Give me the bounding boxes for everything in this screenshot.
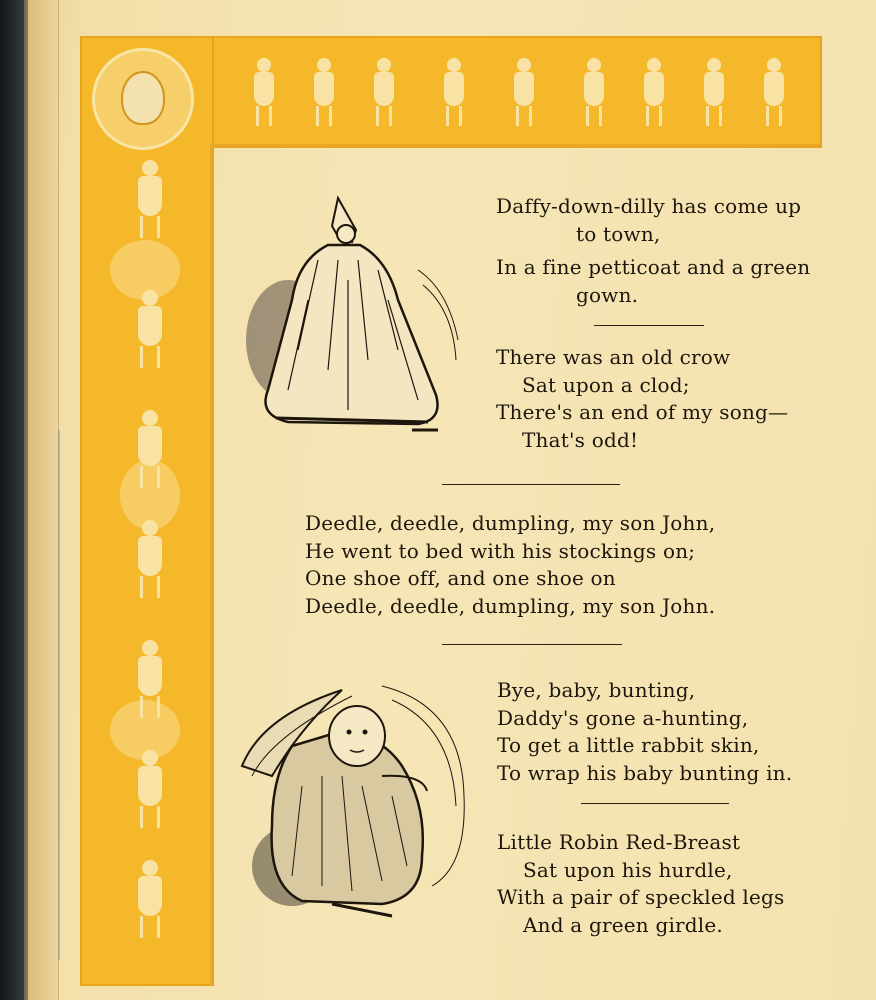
poem-line: In a fine petticoat and a green: [496, 255, 811, 279]
margin-stain: [58, 430, 60, 960]
poem-line: He went to bed with his stockings on;: [305, 538, 696, 563]
poem-line: Deedle, deedle, dumpling, my son John.: [305, 593, 716, 618]
page-edge: [28, 0, 59, 1000]
poem-line: There's an end of my song—: [496, 400, 789, 424]
poem-line: To wrap his baby bunting in.: [497, 760, 793, 785]
poem-line: Bye, baby, bunting,: [497, 678, 696, 702]
rabbit-baby-illustration: [232, 676, 472, 924]
child-figure-icon: [130, 750, 170, 830]
poem-line: to town,: [576, 221, 661, 246]
section-divider: [442, 644, 622, 645]
poem-line: To get a little rabbit skin,: [497, 733, 760, 757]
dancer-figure-icon: [370, 58, 398, 128]
poem-line: One shoe off, and one shoe on: [305, 566, 616, 590]
poem-line: Deedle, deedle, dumpling, my son John,: [305, 511, 716, 535]
book-spine: [0, 0, 30, 1000]
dancer-figure-icon: [580, 58, 608, 128]
portrait-face-icon: [121, 71, 165, 125]
portrait-medallion: [92, 48, 194, 150]
poem-deedle-dumpling: [305, 510, 715, 620]
poem-line: And a green girdle.: [523, 912, 723, 937]
cat-figure-icon: [130, 160, 170, 240]
dancer-figure-icon: [440, 58, 468, 128]
section-divider: [581, 803, 729, 804]
poem-line: Sat upon his hurdle,: [523, 857, 733, 882]
poem-line: There was an old crow: [496, 345, 731, 369]
poem-bye-baby-bunting: [497, 677, 792, 787]
poem-line: Daffy-down-dilly has come up: [496, 194, 802, 218]
poem-line: With a pair of speckled legs: [497, 885, 785, 909]
child-figure-icon: [130, 410, 170, 490]
dancer-figure-icon: [760, 58, 788, 128]
section-divider: [442, 484, 620, 485]
poem-daffy-down-dilly: [496, 193, 810, 309]
poem-line: That's odd!: [522, 427, 639, 452]
daffy-lady-illustration: [228, 190, 468, 450]
goose-figure-icon: [310, 58, 338, 128]
poem-line: Daddy's gone a-hunting,: [497, 705, 749, 730]
dancer-figure-icon: [640, 58, 668, 128]
hunter-figure-icon: [130, 640, 170, 720]
section-divider: [594, 325, 704, 326]
child-figure-icon: [130, 290, 170, 370]
dancer-figure-icon: [700, 58, 728, 128]
poem-old-crow: [496, 344, 788, 454]
dancing-children-frieze: [230, 50, 790, 134]
side-border-figures: [110, 160, 190, 960]
poem-robin-red-breast: [497, 829, 785, 939]
gnome-figure-icon: [130, 860, 170, 940]
poem-line: gown.: [576, 282, 639, 307]
dancer-figure-icon: [510, 58, 538, 128]
dancer-figure-icon: [250, 58, 278, 128]
poem-line: Sat upon a clod;: [522, 372, 690, 397]
poem-line: Little Robin Red-Breast: [497, 830, 741, 854]
child-figure-icon: [130, 520, 170, 600]
